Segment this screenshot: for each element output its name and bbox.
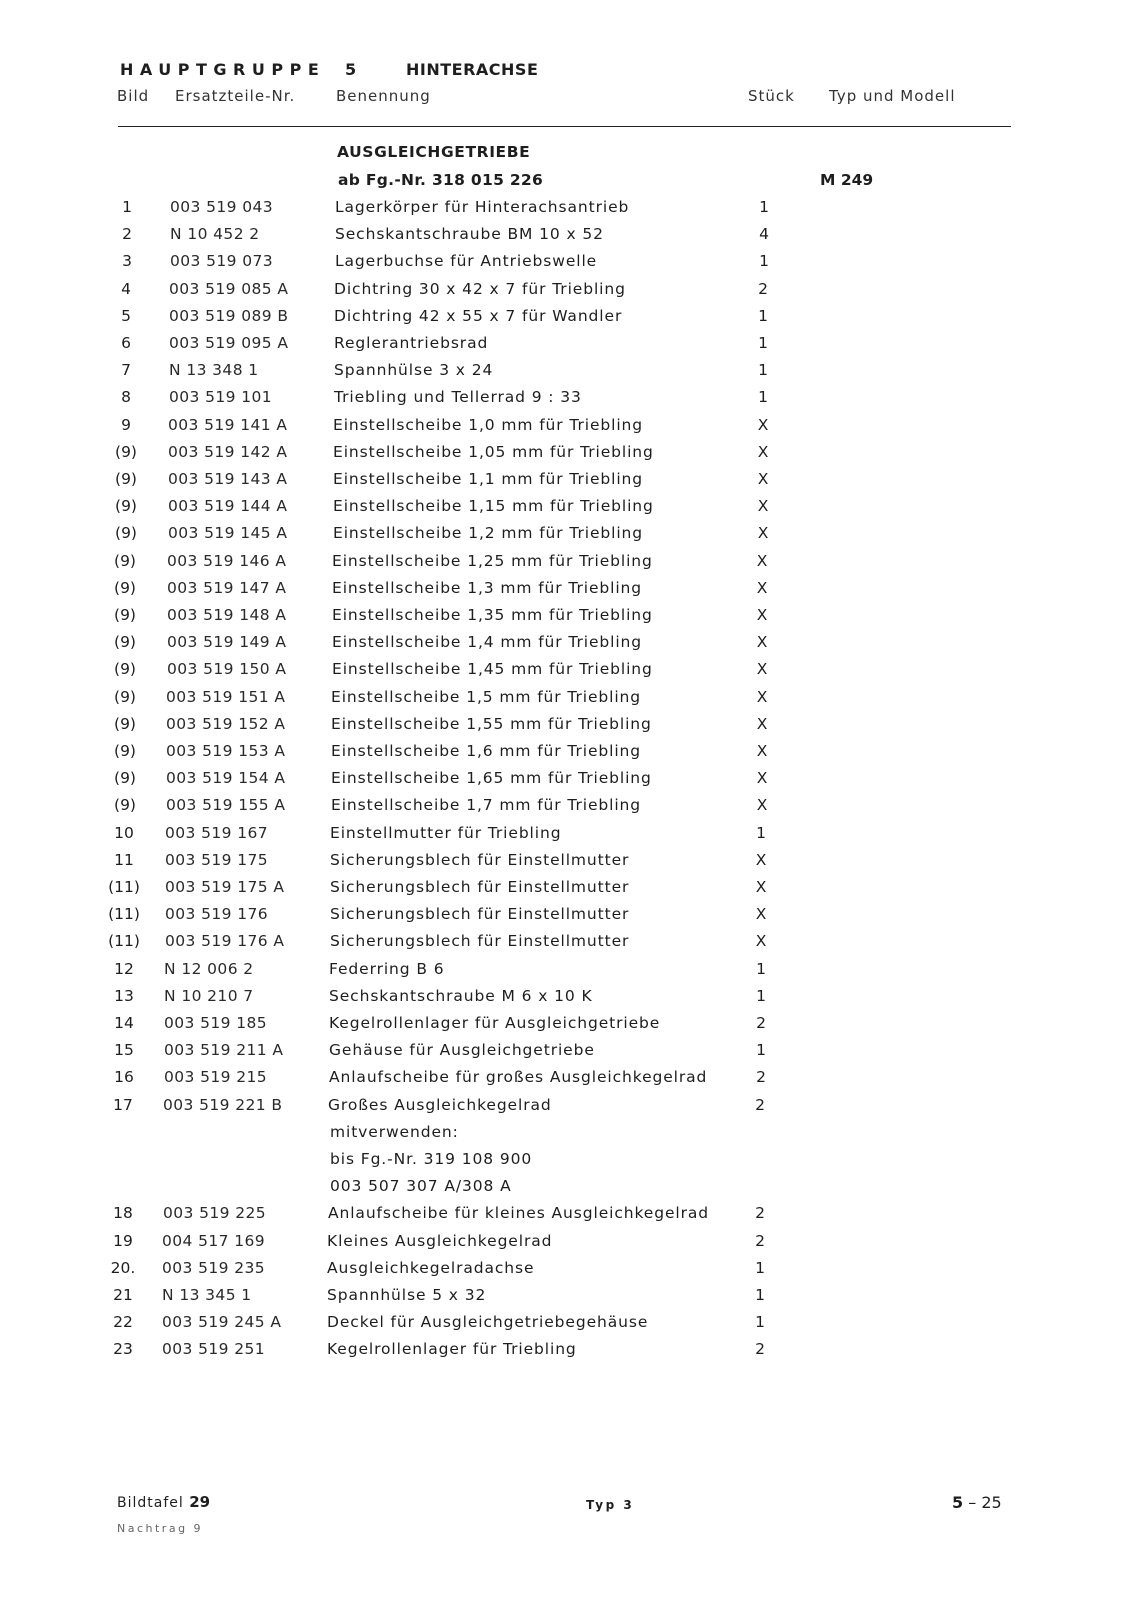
row-quantity: X bbox=[756, 660, 768, 679]
table-row bbox=[0, 388, 1137, 412]
row-description: Ausgleichkegelradachse bbox=[327, 1258, 535, 1277]
row-part-number: 003 519 176 A bbox=[165, 932, 285, 951]
row-quantity: 4 bbox=[759, 225, 769, 244]
row-quantity: 1 bbox=[758, 388, 768, 407]
table-row bbox=[0, 361, 1137, 385]
row-quantity: 1 bbox=[759, 252, 769, 271]
row-quantity: X bbox=[755, 905, 767, 924]
table-row bbox=[0, 905, 1137, 929]
section-model: M 249 bbox=[820, 171, 874, 189]
row-description: Einstellscheibe 1,45 mm für Triebling bbox=[332, 660, 653, 679]
table-row bbox=[0, 660, 1137, 684]
table-row bbox=[0, 1150, 1137, 1174]
column-header-bild: Bild bbox=[117, 87, 150, 105]
row-quantity: X bbox=[757, 497, 769, 516]
row-description: Sicherungsblech für Einstellmutter bbox=[330, 850, 630, 869]
table-row bbox=[0, 633, 1137, 657]
row-bild: 8 bbox=[121, 388, 131, 407]
table-row bbox=[0, 1313, 1137, 1337]
row-quantity: X bbox=[756, 606, 768, 624]
table-row bbox=[0, 1286, 1137, 1310]
table-row bbox=[0, 334, 1137, 358]
row-description: Spannhülse 5 x 32 bbox=[327, 1286, 487, 1304]
row-quantity: 1 bbox=[755, 1286, 765, 1304]
row-bild: 22 bbox=[113, 1313, 133, 1332]
row-description: Lagerkörper für Hinterachsantrieb bbox=[335, 198, 630, 216]
row-description: Einstellscheibe 1,05 mm für Triebling bbox=[333, 442, 654, 461]
row-part-number: 003 519 147 A bbox=[167, 578, 287, 597]
row-description: Einstellscheibe 1,35 mm für Triebling bbox=[332, 606, 653, 624]
row-part-number: 003 519 149 A bbox=[167, 633, 287, 652]
table-row bbox=[0, 1123, 1137, 1147]
row-description: Einstellmutter für Triebling bbox=[330, 823, 562, 842]
table-row bbox=[0, 688, 1137, 712]
row-quantity: X bbox=[756, 578, 768, 597]
row-bild: (9) bbox=[115, 470, 137, 488]
row-part-number: 003 519 101 bbox=[169, 388, 273, 407]
row-description: Anlaufscheibe für kleines Ausgleichkegelrad bbox=[328, 1204, 710, 1223]
row-description: Sechskantschraube M 6 x 10 K bbox=[329, 986, 593, 1005]
row-part-number: 003 519 148 A bbox=[167, 606, 287, 624]
row-description: Reglerantriebsrad bbox=[334, 334, 489, 352]
table-row bbox=[0, 606, 1137, 630]
row-bild: 10 bbox=[114, 823, 134, 842]
group-title: HINTERACHSE bbox=[406, 60, 539, 79]
row-quantity: 1 bbox=[756, 959, 766, 978]
row-quantity: X bbox=[756, 633, 768, 652]
row-bild: (9) bbox=[114, 578, 136, 597]
row-description: Sechskantschraube BM 10 x 52 bbox=[335, 225, 604, 244]
row-description: bis Fg.-Nr. 319 108 900 bbox=[330, 1150, 533, 1168]
row-part-number: N 13 348 1 bbox=[169, 361, 259, 380]
row-bild: (9) bbox=[114, 660, 136, 679]
table-row bbox=[0, 987, 1137, 1011]
row-bild: (9) bbox=[115, 442, 137, 461]
row-part-number: 003 519 245 A bbox=[162, 1313, 282, 1332]
row-bild: 5 bbox=[121, 306, 131, 325]
row-quantity: X bbox=[756, 796, 768, 815]
table-row bbox=[0, 1096, 1137, 1120]
row-part-number: 003 519 145 A bbox=[168, 524, 288, 543]
row-bild: 9 bbox=[121, 415, 131, 434]
table-row bbox=[0, 1068, 1137, 1092]
row-quantity: 1 bbox=[758, 361, 768, 380]
section-subtitle: ab Fg.-Nr. 318 015 226 bbox=[338, 171, 544, 189]
row-description: Einstellscheibe 1,2 mm für Triebling bbox=[333, 524, 643, 543]
column-header-part-number: Ersatzteile-Nr. bbox=[175, 87, 296, 105]
row-quantity: 2 bbox=[756, 1014, 766, 1032]
row-bild: (9) bbox=[115, 497, 137, 516]
page-number bbox=[952, 1493, 1002, 1512]
row-description: Triebling und Tellerrad 9 : 33 bbox=[334, 388, 582, 407]
row-description: Einstellscheibe 1,0 mm für Triebling bbox=[333, 415, 643, 434]
row-bild: 21 bbox=[113, 1286, 133, 1304]
row-part-number: 003 519 095 A bbox=[169, 334, 289, 352]
row-part-number: 003 519 167 bbox=[165, 823, 269, 842]
row-bild: 12 bbox=[114, 959, 134, 978]
row-quantity: 2 bbox=[755, 1204, 765, 1223]
row-description: 003 507 307 A/308 A bbox=[330, 1177, 512, 1196]
row-quantity: 2 bbox=[756, 1068, 766, 1087]
row-bild: 19 bbox=[113, 1231, 133, 1250]
row-description: Sicherungsblech für Einstellmutter bbox=[330, 932, 630, 951]
page-separator: – bbox=[968, 1493, 977, 1512]
page-group: 5 bbox=[952, 1493, 964, 1512]
row-bild: 4 bbox=[121, 279, 131, 298]
row-part-number: 003 519 251 bbox=[162, 1340, 266, 1359]
table-row bbox=[0, 796, 1137, 820]
row-bild: 20. bbox=[110, 1258, 136, 1277]
row-part-number: 003 519 211 A bbox=[164, 1041, 284, 1060]
row-bild: 14 bbox=[114, 1014, 134, 1032]
row-description: Anlaufscheibe für großes Ausgleichkegelrad bbox=[329, 1068, 708, 1087]
row-bild: (9) bbox=[114, 633, 136, 652]
bildtafel-label: Bildtafel bbox=[117, 1495, 184, 1511]
row-quantity: X bbox=[755, 850, 767, 869]
table-row bbox=[0, 824, 1137, 848]
table-row bbox=[0, 715, 1137, 739]
row-quantity: 1 bbox=[756, 823, 766, 842]
row-quantity: 2 bbox=[758, 279, 768, 298]
row-part-number: 003 519 144 A bbox=[168, 497, 288, 516]
row-description: Großes Ausgleichkegelrad bbox=[328, 1095, 552, 1114]
row-description: Dichtring 30 x 42 x 7 für Triebling bbox=[334, 279, 626, 298]
row-bild: (9) bbox=[114, 742, 136, 760]
row-part-number: 003 519 221 B bbox=[163, 1095, 283, 1114]
row-description: Einstellscheibe 1,55 mm für Triebling bbox=[331, 714, 652, 733]
row-part-number: 003 519 146 A bbox=[167, 551, 287, 570]
row-quantity: 1 bbox=[758, 334, 768, 352]
table-row bbox=[0, 878, 1137, 902]
row-description: Einstellscheibe 1,15 mm für Triebling bbox=[333, 497, 654, 516]
row-description: Deckel für Ausgleichgetriebegehäuse bbox=[327, 1313, 649, 1332]
row-description: Einstellscheibe 1,25 mm für Triebling bbox=[332, 551, 653, 570]
footer-typ: Typ 3 bbox=[586, 1498, 635, 1512]
row-part-number: 003 519 073 bbox=[170, 252, 274, 271]
row-bild: 16 bbox=[114, 1068, 134, 1087]
footer-nachtrag: Nachtrag 9 bbox=[117, 1522, 204, 1535]
row-part-number: 003 519 089 B bbox=[169, 306, 289, 325]
row-bild: (9) bbox=[114, 714, 136, 733]
table-row bbox=[0, 225, 1137, 249]
group-label: HAUPTGRUPPE bbox=[120, 60, 326, 79]
row-part-number: 003 519 143 A bbox=[168, 470, 288, 488]
column-header-quantity: Stück bbox=[748, 87, 795, 105]
row-part-number: 003 519 215 bbox=[164, 1068, 268, 1087]
row-description: Einstellscheibe 1,4 mm für Triebling bbox=[332, 633, 642, 652]
row-description: Sicherungsblech für Einstellmutter bbox=[330, 905, 630, 924]
table-row bbox=[0, 470, 1137, 494]
row-part-number: 003 519 153 A bbox=[166, 742, 286, 760]
row-part-number: 003 519 175 A bbox=[165, 878, 285, 896]
group-number: 5 bbox=[345, 60, 357, 79]
row-part-number: N 10 210 7 bbox=[164, 986, 254, 1005]
row-bild: 18 bbox=[113, 1204, 133, 1223]
row-quantity: X bbox=[757, 470, 769, 488]
table-row bbox=[0, 280, 1137, 304]
row-quantity: 1 bbox=[755, 1313, 765, 1332]
column-header-model: Typ und Modell bbox=[829, 87, 956, 105]
table-row bbox=[0, 307, 1137, 331]
row-bild: 1 bbox=[122, 198, 132, 216]
row-bild: (9) bbox=[115, 524, 137, 543]
row-description: Kegelrollenlager für Ausgleichgetriebe bbox=[329, 1014, 661, 1032]
row-description: Einstellscheibe 1,5 mm für Triebling bbox=[331, 687, 641, 706]
table-row bbox=[0, 252, 1137, 276]
row-part-number: 003 519 151 A bbox=[166, 687, 286, 706]
row-quantity: 1 bbox=[755, 1258, 765, 1277]
row-quantity: X bbox=[755, 878, 767, 896]
table-row bbox=[0, 1177, 1137, 1201]
row-bild: (9) bbox=[114, 551, 136, 570]
row-description: Federring B 6 bbox=[329, 959, 445, 978]
row-bild: (11) bbox=[108, 932, 140, 951]
row-bild: 23 bbox=[113, 1340, 133, 1359]
row-description: Lagerbuchse für Antriebswelle bbox=[335, 252, 598, 271]
column-header-name: Benennung bbox=[336, 87, 431, 105]
table-row bbox=[0, 1204, 1137, 1228]
row-quantity: X bbox=[756, 551, 768, 570]
row-bild: 13 bbox=[114, 986, 134, 1005]
table-row bbox=[0, 769, 1137, 793]
row-quantity: X bbox=[756, 714, 768, 733]
table-row bbox=[0, 960, 1137, 984]
row-quantity: 2 bbox=[755, 1231, 765, 1250]
row-bild: 3 bbox=[122, 252, 132, 271]
section-title: AUSGLEICHGETRIEBE bbox=[337, 143, 531, 161]
row-quantity: 2 bbox=[755, 1095, 765, 1114]
table-row bbox=[0, 1259, 1137, 1283]
row-description: Einstellscheibe 1,65 mm für Triebling bbox=[331, 769, 652, 788]
row-description: mitverwenden: bbox=[330, 1122, 459, 1141]
table-row bbox=[0, 742, 1137, 766]
row-quantity: X bbox=[756, 769, 768, 788]
table-row bbox=[0, 579, 1137, 603]
table-row bbox=[0, 1014, 1137, 1038]
row-bild: 2 bbox=[122, 225, 132, 244]
row-part-number: N 12 006 2 bbox=[164, 959, 254, 978]
row-bild: 17 bbox=[113, 1095, 133, 1114]
row-part-number: 003 519 150 A bbox=[167, 660, 287, 679]
table-row bbox=[0, 443, 1137, 467]
row-quantity: 1 bbox=[759, 198, 769, 216]
footer-bildtafel bbox=[117, 1493, 210, 1511]
row-part-number: 003 519 235 bbox=[162, 1258, 266, 1277]
row-bild: 15 bbox=[114, 1041, 134, 1060]
row-description: Sicherungsblech für Einstellmutter bbox=[330, 878, 630, 896]
row-quantity: X bbox=[756, 742, 768, 760]
row-bild: (9) bbox=[114, 687, 136, 706]
row-part-number: 003 519 225 bbox=[163, 1204, 267, 1223]
page-number-value: 25 bbox=[981, 1493, 1002, 1512]
table-row bbox=[0, 198, 1137, 222]
row-quantity: X bbox=[756, 687, 768, 706]
row-bild: (9) bbox=[114, 796, 136, 815]
row-part-number: 003 519 176 bbox=[165, 905, 269, 924]
row-quantity: 1 bbox=[756, 1041, 766, 1060]
row-bild: (9) bbox=[114, 769, 136, 788]
row-quantity: X bbox=[757, 524, 769, 543]
row-quantity: 1 bbox=[756, 986, 766, 1005]
table-row bbox=[0, 497, 1137, 521]
row-description: Kleines Ausgleichkegelrad bbox=[327, 1231, 553, 1250]
bildtafel-number: 29 bbox=[189, 1493, 211, 1511]
row-part-number: N 10 452 2 bbox=[170, 225, 260, 244]
table-row bbox=[0, 524, 1137, 548]
row-quantity: 1 bbox=[758, 306, 768, 325]
row-bild: (11) bbox=[108, 878, 140, 896]
row-part-number: 003 519 155 A bbox=[166, 796, 286, 815]
row-description: Einstellscheibe 1,3 mm für Triebling bbox=[332, 578, 642, 597]
row-description: Kegelrollenlager für Triebling bbox=[327, 1340, 577, 1359]
row-part-number: 004 517 169 bbox=[162, 1231, 266, 1250]
row-part-number: 003 519 185 bbox=[164, 1014, 268, 1032]
table-row bbox=[0, 1041, 1137, 1065]
row-part-number: 003 519 175 bbox=[165, 850, 269, 869]
row-part-number: 003 519 142 A bbox=[168, 442, 288, 461]
row-bild: (9) bbox=[114, 606, 136, 624]
row-part-number: 003 519 154 A bbox=[166, 769, 286, 788]
row-description: Spannhülse 3 x 24 bbox=[334, 361, 494, 380]
row-quantity: X bbox=[755, 932, 767, 951]
table-row bbox=[0, 932, 1137, 956]
table-row bbox=[0, 1232, 1137, 1256]
table-row bbox=[0, 552, 1137, 576]
row-quantity: 2 bbox=[755, 1340, 765, 1359]
row-part-number: N 13 345 1 bbox=[162, 1286, 252, 1304]
table-row bbox=[0, 851, 1137, 875]
row-quantity: X bbox=[757, 442, 769, 461]
row-part-number: 003 519 141 A bbox=[168, 415, 288, 434]
row-description: Einstellscheibe 1,1 mm für Triebling bbox=[333, 470, 643, 488]
row-quantity: X bbox=[757, 415, 769, 434]
row-part-number: 003 519 085 A bbox=[169, 279, 289, 298]
row-bild: 6 bbox=[121, 334, 131, 352]
row-bild: 7 bbox=[121, 361, 131, 380]
row-bild: 11 bbox=[114, 850, 134, 869]
row-part-number: 003 519 043 bbox=[170, 198, 274, 216]
row-description: Gehäuse für Ausgleichgetriebe bbox=[329, 1041, 595, 1060]
table-row bbox=[0, 416, 1137, 440]
row-description: Einstellscheibe 1,7 mm für Triebling bbox=[331, 796, 641, 815]
row-bild: (11) bbox=[108, 905, 140, 924]
row-description: Einstellscheibe 1,6 mm für Triebling bbox=[331, 742, 641, 760]
row-description: Dichtring 42 x 55 x 7 für Wandler bbox=[334, 306, 623, 325]
table-row bbox=[0, 1340, 1137, 1364]
row-part-number: 003 519 152 A bbox=[166, 714, 286, 733]
